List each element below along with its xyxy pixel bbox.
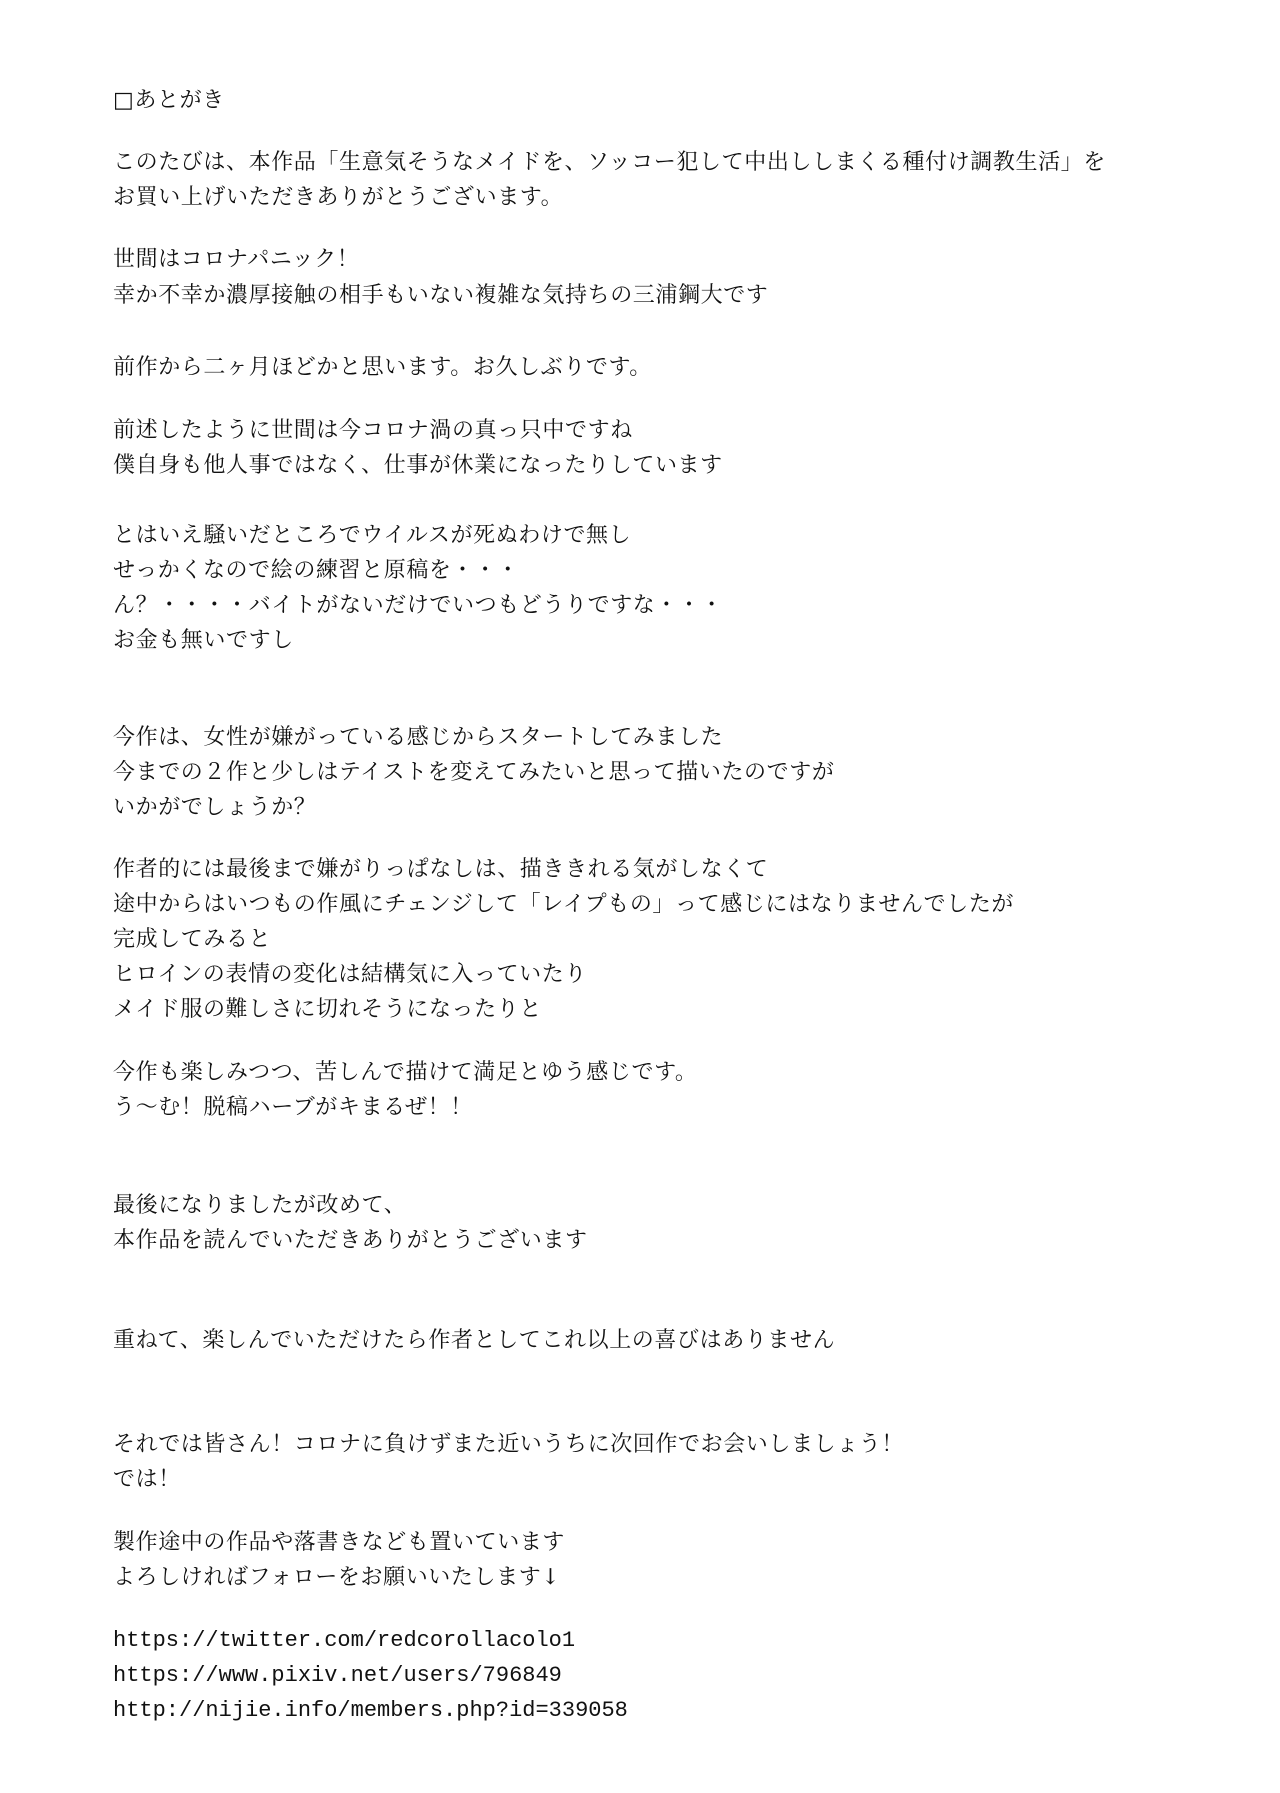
- author-view-line-3: 完成してみると: [113, 927, 272, 952]
- virus-line-2: せっかくなので絵の練習と原稿を・・・: [113, 558, 520, 583]
- this-work-line-3: いかがでしょうか？: [113, 795, 317, 820]
- satisfaction-line-2: う～む！脱稿ハーブがキまるぜ！！: [113, 1095, 473, 1120]
- corona-line-1: 世間はコロナパニック！: [113, 247, 360, 272]
- author-view-line-5: メイド服の難しさに切れそうになったりと: [113, 997, 542, 1022]
- work-line-2: 僕自身も他人事ではなく、仕事が休業になったりしています: [113, 453, 723, 478]
- nijie-link[interactable]: http://nijie.info/members.php?id=339058: [113, 1698, 628, 1723]
- twitter-link[interactable]: https://twitter.com/redcorollacolo1: [113, 1628, 576, 1653]
- corona-line-2: 幸か不幸か濃厚接触の相手もいない複雑な気持ちの三浦鋼大です: [113, 283, 769, 308]
- farewell-line-1: それでは皆さん！コロナに負けずまた近いうちに次回作でお会いしましょう！: [113, 1432, 905, 1457]
- follow-line-2: よろしければフォローをお願いいたします↓: [113, 1565, 561, 1590]
- pixiv-link[interactable]: https://www.pixiv.net/users/796849: [113, 1663, 562, 1688]
- virus-line-1: とはいえ騒いだところでウイルスが死ぬわけで無し: [113, 523, 632, 548]
- last-line-1: 最後になりましたが改めて、: [113, 1193, 407, 1218]
- this-work-line-2: 今までの２作と少しはテイストを変えてみたいと思って描いたのですが: [113, 760, 835, 785]
- virus-line-4: お金も無いですし: [113, 628, 294, 653]
- author-view-line-1: 作者的には最後まで嫌がりっぱなしは、描ききれる気がしなくて: [113, 857, 769, 882]
- joy-line-1: 重ねて、楽しんでいただけたら作者としてこれ以上の喜びはありません: [113, 1328, 836, 1353]
- virus-line-3: ん？・・・・バイトがないだけでいつもどうりですな・・・: [113, 593, 724, 618]
- previous-line-1: 前作から二ヶ月ほどかと思います。お久しぶりです。: [113, 355, 652, 380]
- thanks-line-1: このたびは、本作品「生意気そうなメイドを、ソッコー犯して中出ししまくる種付け調教生活」を: [113, 150, 1106, 175]
- satisfaction-line-1: 今作も楽しみつつ、苦しんで描けて満足とゆう感じです。: [113, 1060, 698, 1085]
- farewell-line-2: では！: [113, 1467, 181, 1492]
- follow-line-1: 製作途中の作品や落書きなども置いています: [113, 1530, 566, 1555]
- work-line-1: 前述したように世間は今コロナ渦の真っ只中ですね: [113, 418, 633, 443]
- author-view-line-2: 途中からはいつもの作風にチェンジして「レイプもの」って感じにはなりませんでしたが: [113, 892, 1015, 917]
- this-work-line-1: 今作は、女性が嫌がっている感じからスタートしてみました: [113, 725, 724, 750]
- thanks-line-2: お買い上げいただきありがとうございます。: [113, 185, 564, 210]
- afterword-heading: □あとがき: [113, 88, 225, 113]
- author-view-line-4: ヒロインの表情の変化は結構気に入っていたり: [113, 962, 587, 987]
- last-line-2: 本作品を読んでいただきありがとうございます: [113, 1228, 588, 1253]
